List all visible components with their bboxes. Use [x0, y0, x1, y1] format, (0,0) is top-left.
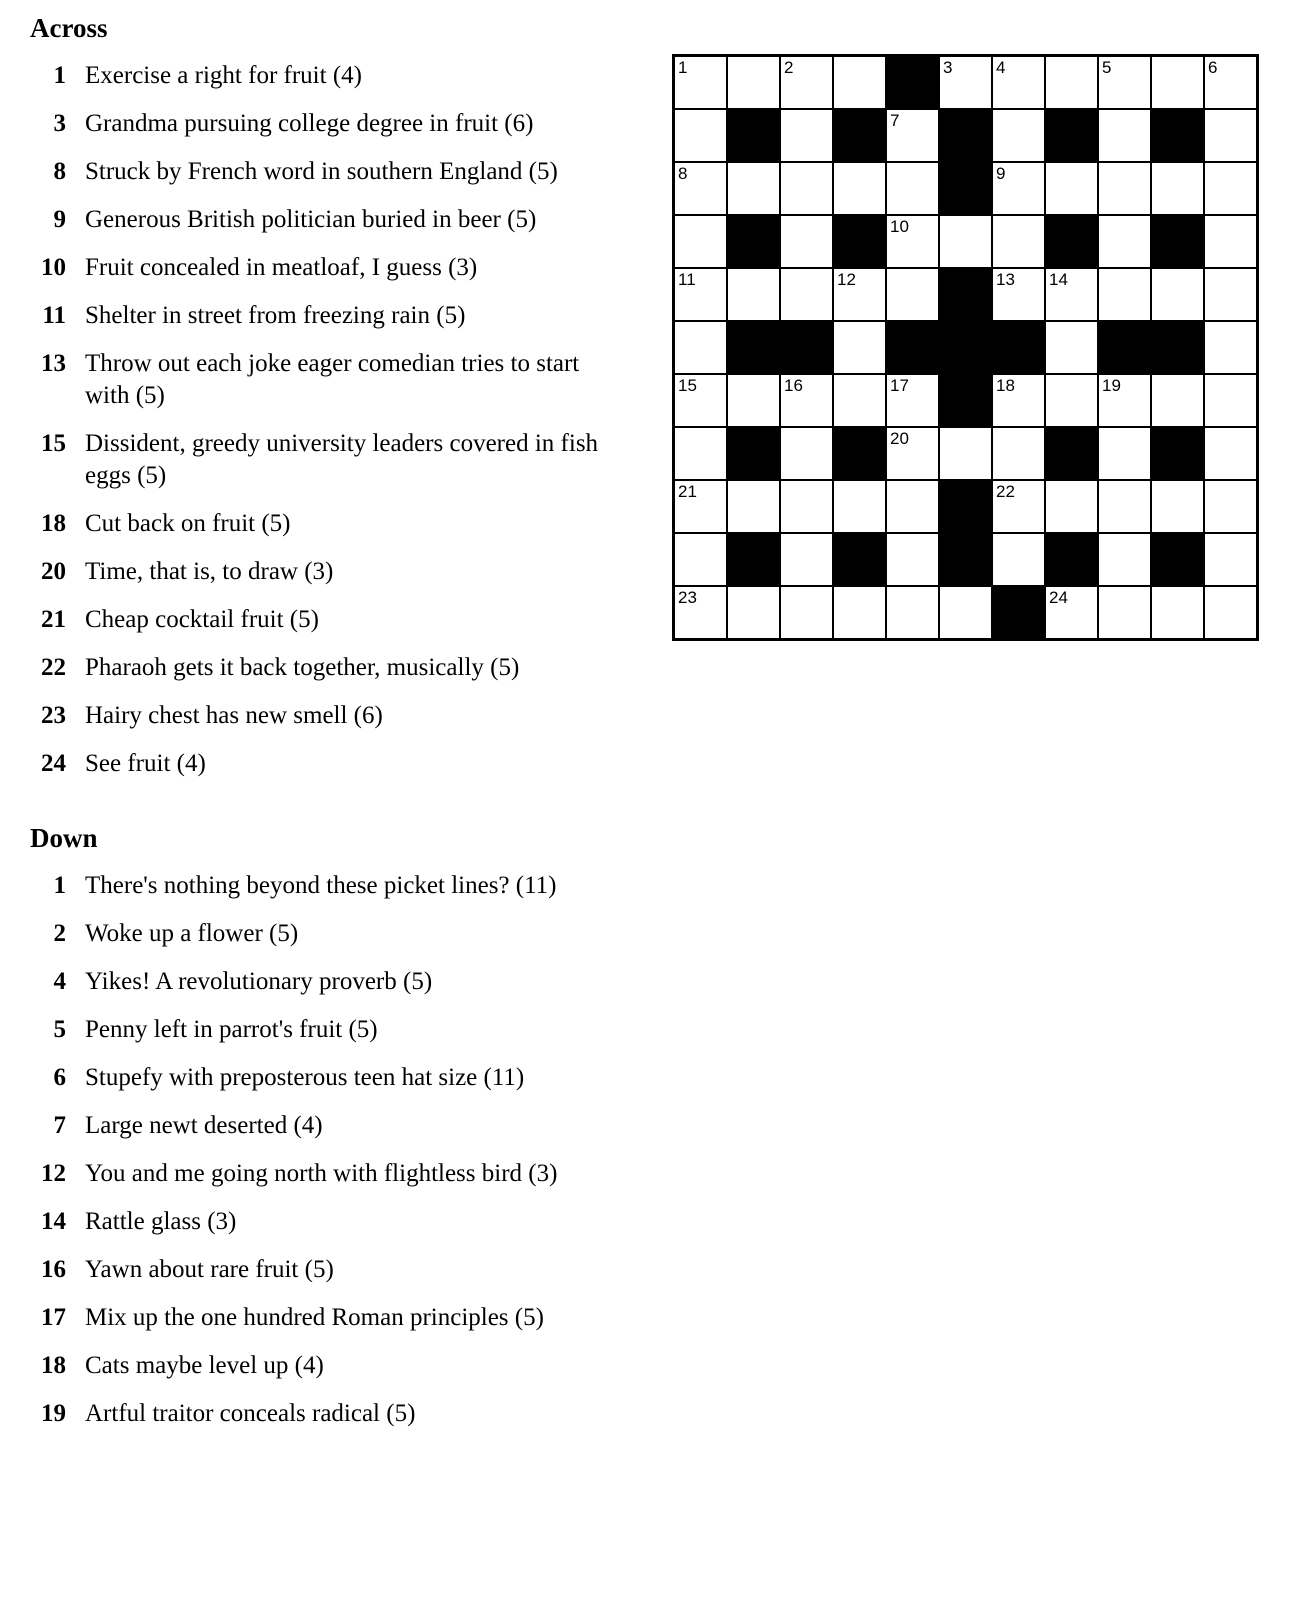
- clue-text: Cats maybe level up (4): [85, 1352, 324, 1379]
- cell-number: 2: [784, 58, 794, 77]
- white-cell[interactable]: [675, 534, 726, 585]
- white-cell[interactable]: [887, 481, 938, 532]
- clue-item: [30, 1206, 616, 1238]
- clue-item: [30, 60, 616, 92]
- white-cell[interactable]: [781, 428, 832, 479]
- white-cell[interactable]: [1205, 110, 1256, 161]
- clue-number: 15: [41, 430, 66, 457]
- black-cell: [993, 322, 1044, 373]
- white-cell[interactable]: [728, 375, 779, 426]
- clue-text: Artful traitor conceals radical (5): [85, 1400, 416, 1427]
- black-cell: [1046, 110, 1097, 161]
- clue-item: [30, 604, 616, 636]
- clue-item: [30, 652, 616, 684]
- white-cell[interactable]: [1152, 375, 1203, 426]
- black-cell: [834, 110, 885, 161]
- clue-item: [30, 108, 616, 140]
- crossword-grid: [672, 54, 1259, 641]
- black-cell: [940, 322, 991, 373]
- clue-item: [30, 870, 616, 902]
- black-cell: [1152, 110, 1203, 161]
- clue-number: 19: [41, 1400, 66, 1427]
- white-cell[interactable]: [781, 534, 832, 585]
- white-cell[interactable]: [887, 375, 938, 426]
- white-cell[interactable]: [728, 57, 779, 108]
- clue-text: Woke up a flower (5): [85, 920, 299, 947]
- clue-item: [30, 1014, 616, 1046]
- white-cell[interactable]: [993, 163, 1044, 214]
- clue-number: 18: [41, 1352, 66, 1379]
- white-cell[interactable]: [993, 375, 1044, 426]
- clue-number: 11: [42, 302, 66, 329]
- clue-number: 8: [53, 158, 66, 185]
- white-cell[interactable]: [675, 57, 726, 108]
- white-cell[interactable]: [834, 375, 885, 426]
- clue-text: Mix up the one hundred Roman principles (5): [85, 1304, 544, 1331]
- white-cell[interactable]: [887, 534, 938, 585]
- clue-item: [30, 348, 616, 412]
- down-heading: Down: [30, 823, 98, 853]
- clue-text: Struck by French word in southern England (5): [85, 158, 558, 185]
- white-cell[interactable]: [1046, 587, 1097, 638]
- clue-item: [30, 1110, 616, 1142]
- clue-item: [30, 1158, 616, 1190]
- clue-text: See fruit (4): [85, 750, 206, 777]
- white-cell[interactable]: [887, 587, 938, 638]
- white-cell[interactable]: [993, 110, 1044, 161]
- white-cell[interactable]: [1099, 481, 1150, 532]
- white-cell[interactable]: [834, 269, 885, 320]
- clue-text: Grandma pursuing college degree in fruit (6): [85, 110, 534, 137]
- clue-text: There's nothing beyond these picket lines? (11): [85, 872, 557, 899]
- black-cell: [887, 322, 938, 373]
- white-cell[interactable]: [1099, 534, 1150, 585]
- white-cell[interactable]: [781, 57, 832, 108]
- white-cell[interactable]: [834, 587, 885, 638]
- clue-text: Yawn about rare fruit (5): [85, 1256, 334, 1283]
- white-cell[interactable]: [675, 110, 726, 161]
- white-cell[interactable]: [781, 110, 832, 161]
- clue-item: [30, 966, 616, 998]
- black-cell: [834, 216, 885, 267]
- white-cell[interactable]: [1099, 375, 1150, 426]
- white-cell[interactable]: [1205, 481, 1256, 532]
- white-cell[interactable]: [887, 163, 938, 214]
- white-cell[interactable]: [781, 375, 832, 426]
- cell-number: 7: [890, 111, 900, 130]
- white-cell[interactable]: [1152, 57, 1203, 108]
- black-cell: [1046, 216, 1097, 267]
- clue-text: Penny left in parrot's fruit (5): [85, 1016, 378, 1043]
- white-cell[interactable]: [834, 322, 885, 373]
- clue-text: Yikes! A revolutionary proverb (5): [85, 968, 433, 995]
- white-cell[interactable]: [940, 428, 991, 479]
- clue-text: Throw out each joke eager comedian tries to start with (5): [85, 350, 580, 409]
- clue-text: Cut back on fruit (5): [85, 510, 291, 537]
- clue-number: 23: [41, 702, 66, 729]
- clue-number: 4: [53, 968, 66, 995]
- clue-item: [30, 156, 616, 188]
- cell-number: 15: [678, 376, 697, 395]
- clue-text: Stupefy with preposterous teen hat size (11): [85, 1064, 525, 1091]
- black-cell: [940, 110, 991, 161]
- clue-item: [30, 748, 616, 780]
- white-cell[interactable]: [1205, 269, 1256, 320]
- clue-number: 22: [41, 654, 66, 681]
- white-cell[interactable]: [1099, 587, 1150, 638]
- white-cell[interactable]: [1099, 428, 1150, 479]
- clue-number: 14: [41, 1208, 66, 1235]
- cell-number: 16: [784, 376, 803, 395]
- white-cell[interactable]: [1099, 163, 1150, 214]
- white-cell[interactable]: [1046, 322, 1097, 373]
- clue-text: Time, that is, to draw (3): [85, 558, 334, 585]
- cell-number: 13: [996, 270, 1015, 289]
- cell-number: 5: [1102, 58, 1112, 77]
- white-cell[interactable]: [834, 163, 885, 214]
- white-cell[interactable]: [1205, 163, 1256, 214]
- clue-text: Cheap cocktail fruit (5): [85, 606, 319, 633]
- white-cell[interactable]: [1046, 481, 1097, 532]
- white-cell[interactable]: [1205, 322, 1256, 373]
- cell-number: 12: [837, 270, 856, 289]
- white-cell[interactable]: [1099, 57, 1150, 108]
- clue-number: 2: [53, 920, 66, 947]
- white-cell[interactable]: [1046, 269, 1097, 320]
- white-cell[interactable]: [675, 375, 726, 426]
- white-cell[interactable]: [993, 269, 1044, 320]
- clue-item: [30, 1350, 616, 1382]
- cell-number: 14: [1049, 270, 1068, 289]
- white-cell[interactable]: [1046, 57, 1097, 108]
- clue-item: [30, 300, 616, 332]
- white-cell[interactable]: [781, 216, 832, 267]
- white-cell[interactable]: [993, 216, 1044, 267]
- white-cell[interactable]: [1152, 269, 1203, 320]
- clue-number: 10: [41, 254, 66, 281]
- clue-number: 12: [41, 1160, 66, 1187]
- cell-number: 8: [678, 164, 688, 183]
- clue-text: You and me going north with flightless bird (3): [85, 1160, 558, 1187]
- white-cell[interactable]: [781, 481, 832, 532]
- cell-number: 1: [678, 58, 688, 77]
- clue-text: Pharaoh gets it back together, musically (5): [85, 654, 520, 681]
- black-cell: [1152, 322, 1203, 373]
- clue-item: [30, 700, 616, 732]
- white-cell[interactable]: [1046, 163, 1097, 214]
- white-cell[interactable]: [993, 57, 1044, 108]
- clue-item: [30, 556, 616, 588]
- black-cell: [728, 322, 779, 373]
- clue-number: 1: [53, 62, 66, 89]
- white-cell[interactable]: [1046, 375, 1097, 426]
- clue-number: 24: [41, 750, 66, 777]
- white-cell[interactable]: [1152, 481, 1203, 532]
- clue-item: [30, 918, 616, 950]
- white-cell[interactable]: [781, 163, 832, 214]
- white-cell[interactable]: [675, 163, 726, 214]
- white-cell[interactable]: [1205, 375, 1256, 426]
- white-cell[interactable]: [728, 481, 779, 532]
- white-cell[interactable]: [675, 428, 726, 479]
- clue-text: Exercise a right for fruit (4): [85, 62, 362, 89]
- cell-number: 20: [890, 429, 909, 448]
- black-cell: [834, 534, 885, 585]
- cell-number: 19: [1102, 376, 1121, 395]
- clue-item: [30, 428, 616, 492]
- clue-text: Rattle glass (3): [85, 1208, 237, 1235]
- clue-item: [30, 252, 616, 284]
- clue-number: 1: [53, 872, 66, 899]
- cell-number: 24: [1049, 588, 1068, 607]
- white-cell[interactable]: [781, 587, 832, 638]
- cell-number: 9: [996, 164, 1006, 183]
- white-cell[interactable]: [887, 428, 938, 479]
- black-cell: [834, 428, 885, 479]
- clue-item: [30, 1062, 616, 1094]
- clue-item: [30, 1302, 616, 1334]
- clue-item: [30, 204, 616, 236]
- black-cell: [1046, 428, 1097, 479]
- clue-number: 16: [41, 1256, 66, 1283]
- white-cell[interactable]: [1152, 163, 1203, 214]
- white-cell[interactable]: [1205, 534, 1256, 585]
- white-cell[interactable]: [1205, 587, 1256, 638]
- white-cell[interactable]: [834, 481, 885, 532]
- down-clues-list: [30, 870, 616, 1430]
- black-cell: [1152, 428, 1203, 479]
- clue-number: 5: [53, 1016, 66, 1043]
- white-cell[interactable]: [728, 163, 779, 214]
- black-cell: [728, 216, 779, 267]
- clue-number: 18: [41, 510, 66, 537]
- clue-text: Dissident, greedy university leaders covered in fish eggs (5): [85, 430, 599, 489]
- white-cell[interactable]: [1205, 57, 1256, 108]
- across-heading: Across: [30, 13, 108, 43]
- clue-number: 20: [41, 558, 66, 585]
- cell-number: 23: [678, 588, 697, 607]
- white-cell[interactable]: [940, 57, 991, 108]
- white-cell[interactable]: [993, 534, 1044, 585]
- black-cell: [940, 375, 991, 426]
- clue-text: Large newt deserted (4): [85, 1112, 323, 1139]
- clue-number: 13: [41, 350, 66, 377]
- white-cell[interactable]: [781, 269, 832, 320]
- white-cell[interactable]: [834, 57, 885, 108]
- black-cell: [1152, 216, 1203, 267]
- black-cell: [1099, 322, 1150, 373]
- black-cell: [1046, 534, 1097, 585]
- white-cell[interactable]: [675, 322, 726, 373]
- white-cell[interactable]: [993, 428, 1044, 479]
- white-cell[interactable]: [1205, 428, 1256, 479]
- cell-number: 18: [996, 376, 1015, 395]
- black-cell: [940, 481, 991, 532]
- black-cell: [887, 57, 938, 108]
- white-cell[interactable]: [1099, 216, 1150, 267]
- clue-number: 17: [41, 1304, 66, 1331]
- white-cell[interactable]: [675, 269, 726, 320]
- white-cell[interactable]: [728, 587, 779, 638]
- clue-item: [30, 1398, 616, 1430]
- white-cell[interactable]: [675, 587, 726, 638]
- black-cell: [728, 428, 779, 479]
- white-cell[interactable]: [1205, 216, 1256, 267]
- black-cell: [728, 110, 779, 161]
- cell-number: 21: [678, 482, 697, 501]
- black-cell: [728, 534, 779, 585]
- black-cell: [940, 534, 991, 585]
- clue-number: 3: [53, 110, 66, 137]
- clue-item: [30, 1254, 616, 1286]
- black-cell: [940, 269, 991, 320]
- black-cell: [940, 163, 991, 214]
- cell-number: 10: [890, 217, 909, 236]
- clue-number: 6: [53, 1064, 66, 1091]
- white-cell[interactable]: [728, 269, 779, 320]
- cell-number: 4: [996, 58, 1006, 77]
- across-clues-list: [30, 60, 616, 780]
- white-cell[interactable]: [993, 481, 1044, 532]
- clue-text: Hairy chest has new smell (6): [85, 702, 383, 729]
- clue-text: Generous British politician buried in beer (5): [85, 206, 537, 233]
- cell-number: 6: [1208, 58, 1218, 77]
- white-cell[interactable]: [887, 269, 938, 320]
- clue-text: Fruit concealed in meatloaf, I guess (3): [85, 254, 478, 281]
- cell-number: 11: [678, 270, 696, 289]
- cell-number: 17: [890, 376, 909, 395]
- clue-number: 7: [53, 1112, 66, 1139]
- clues-panel: [30, 12, 616, 1446]
- clue-text: Shelter in street from freezing rain (5): [85, 302, 466, 329]
- white-cell[interactable]: [1152, 587, 1203, 638]
- white-cell[interactable]: [675, 216, 726, 267]
- white-cell[interactable]: [940, 216, 991, 267]
- white-cell[interactable]: [887, 110, 938, 161]
- clue-item: [30, 508, 616, 540]
- white-cell[interactable]: [1099, 110, 1150, 161]
- cell-number: 22: [996, 482, 1015, 501]
- white-cell[interactable]: [1099, 269, 1150, 320]
- cell-number: 3: [943, 58, 953, 77]
- white-cell[interactable]: [887, 216, 938, 267]
- clue-number: 9: [53, 206, 66, 233]
- clue-number: 21: [41, 606, 66, 633]
- black-cell: [781, 322, 832, 373]
- white-cell[interactable]: [940, 587, 991, 638]
- black-cell: [993, 587, 1044, 638]
- black-cell: [1152, 534, 1203, 585]
- white-cell[interactable]: [675, 481, 726, 532]
